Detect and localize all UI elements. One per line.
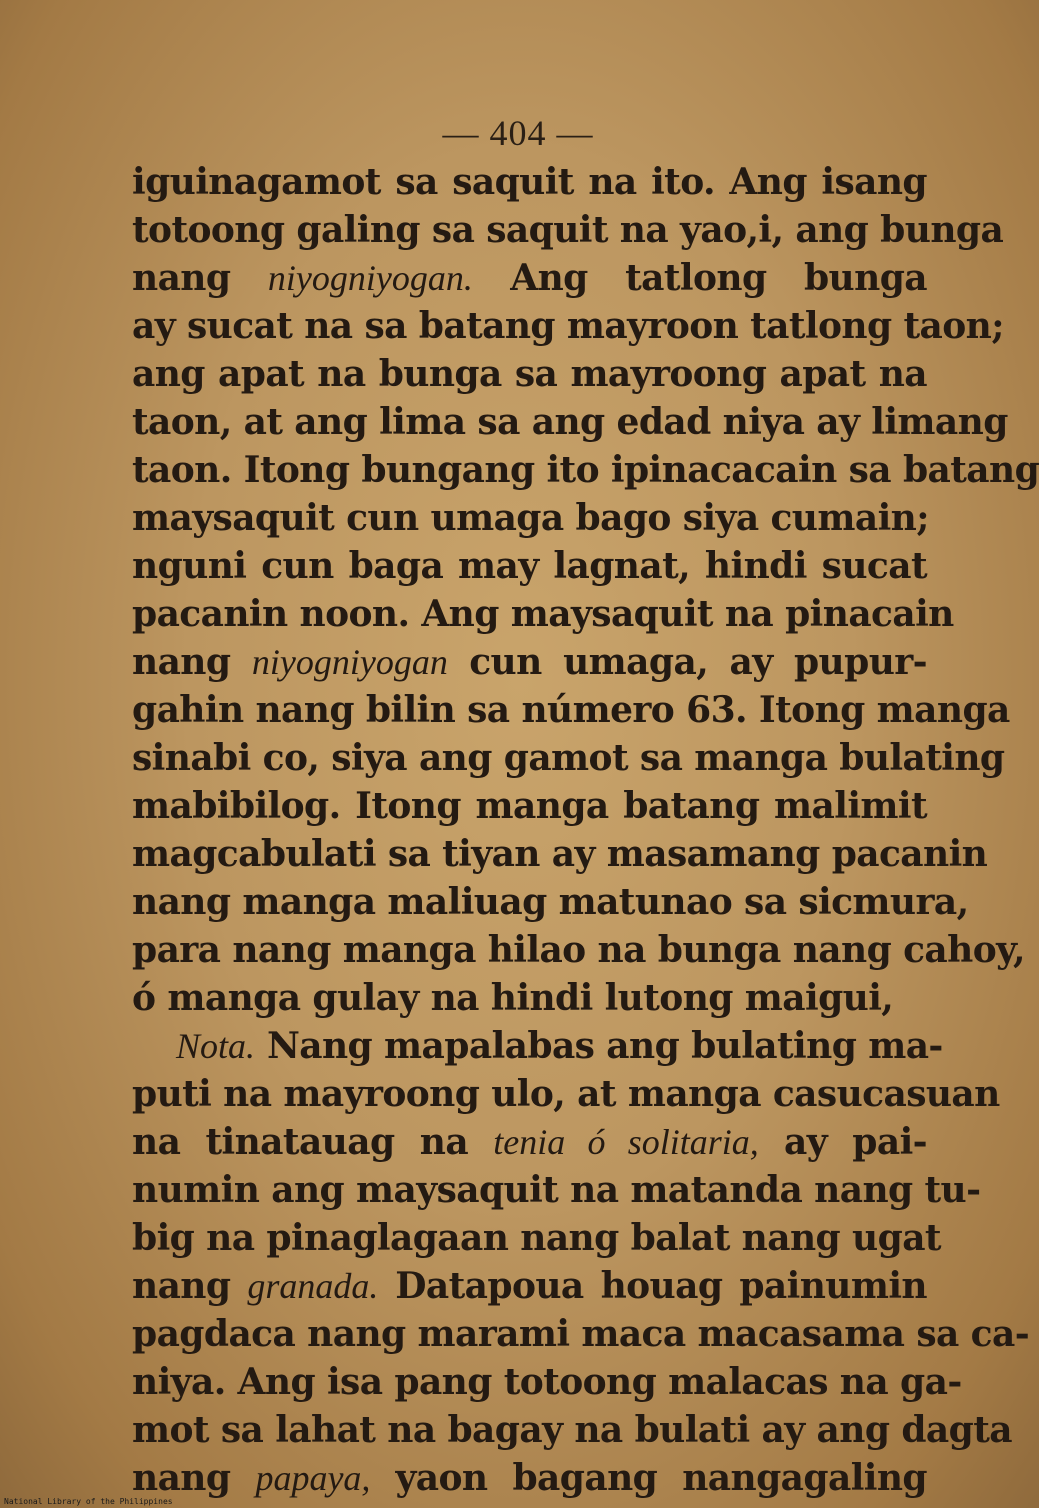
italic-term: tenia ó solitaria, (493, 1122, 759, 1162)
text-line-1: iguinagamot sa saquit na ito. Ang isang (132, 161, 927, 203)
text-line-23: big na pinaglagaan nang balat nang ugat (132, 1217, 941, 1259)
text-line-14: mabibilog. Itong manga batang malimit (132, 785, 927, 827)
text-line-8: maysaquit cun umaga bago siya cumain; (132, 497, 929, 539)
text-line-6: taon, at ang lima sa ang edad niya ay limang (132, 401, 1008, 443)
text-line-10: pacanin noon. Ang maysaquit na pinacain (132, 593, 954, 635)
italic-term: Nota. (176, 1026, 256, 1066)
text-line-22: numin ang maysaquit na matanda nang tu- (132, 1169, 981, 1211)
text-line-28: nang papaya, yaon bagang nangagaling (132, 1457, 927, 1499)
text-line-25: pagdaca nang marami maca macasama sa ca- (132, 1313, 1030, 1355)
text-line-9: nguni cun baga may lagnat, hindi sucat (132, 545, 927, 587)
italic-term: niyogniyogan. (267, 258, 473, 298)
italic-term: papaya, (255, 1458, 371, 1498)
text-line-21: na tinatauag na tenia ó solitaria, ay pai- (132, 1121, 927, 1163)
text-line-4: ay sucat na sa batang mayroon tatlong taon; (132, 305, 1004, 347)
text-line-3: nang niyogniyogan. Ang tatlong bunga (132, 257, 927, 299)
text-line-15: magcabulati sa tiyan ay masamang pacanin (132, 833, 988, 875)
page-number: — 404 — (442, 113, 594, 153)
text-line-13: sinabi co, siya ang gamot sa manga bulating (132, 737, 1005, 779)
body-text (132, 158, 1039, 1502)
italic-term: granada. (247, 1266, 379, 1306)
text-line-27: mot sa lahat na bagay na bulati ay ang dagta (132, 1409, 1012, 1451)
text-line-20: puti na mayroong ulo, at manga casucasuan (132, 1073, 1000, 1115)
text-line-17: para nang manga hilao na bunga nang cahoy, (132, 929, 1025, 971)
text-line-16: nang manga maliuag matunao sa sicmura, (132, 881, 969, 923)
text-line-26: niya. Ang isa pang totoong malacas na ga- (132, 1361, 962, 1403)
text-line-12: gahin nang bilin sa número 63. Itong manga (132, 689, 1010, 731)
italic-term: niyogniyogan (251, 642, 448, 682)
text-line-5: ang apat na bunga sa mayroong apat na (132, 353, 927, 395)
text-line-19: Nota. Nang mapalabas ang bulating ma- (176, 1025, 943, 1067)
text-line-11: nang niyogniyogan cun umaga, ay pupur- (132, 641, 927, 683)
text-line-24: nang granada. Datapoua houag painumin (132, 1265, 927, 1307)
text-line-2: totoong galing sa saquit na yao,i, ang bunga (132, 209, 1004, 251)
footer-credit: National Library of the Philippines (4, 1497, 173, 1506)
text-line-18: ó manga gulay na hindi lutong maigui, (132, 977, 894, 1019)
text-line-7: taon. Itong bungang ito ipinacacain sa batang (132, 449, 1039, 491)
